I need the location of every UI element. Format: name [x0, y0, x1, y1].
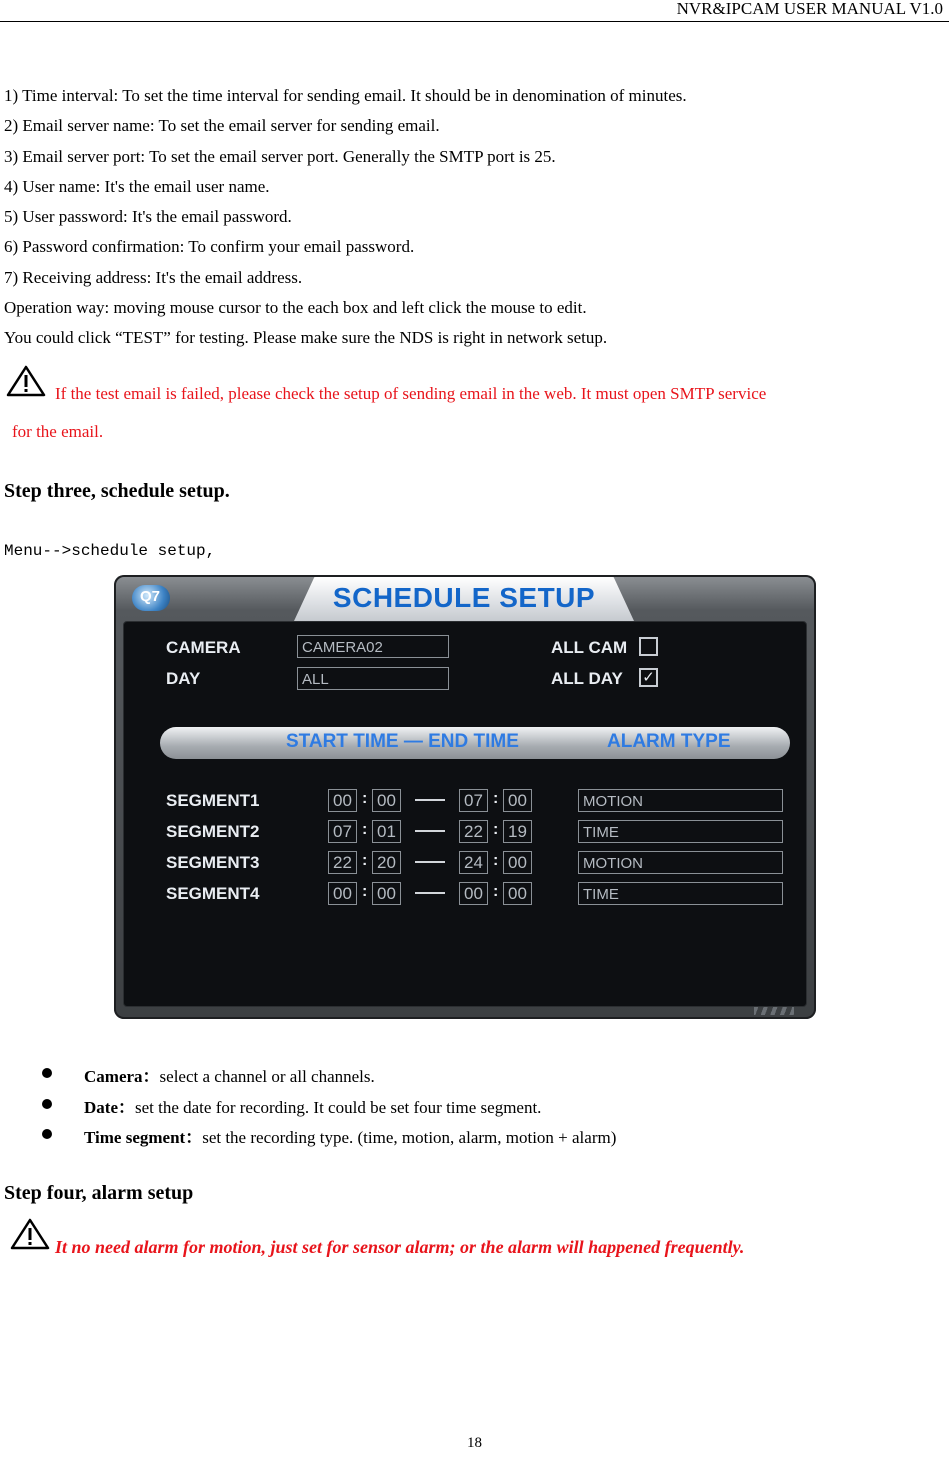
bullet-desc: set the date for recording. It could be set four time segment.	[134, 1098, 542, 1117]
time-separator	[415, 799, 445, 801]
end-minute-input[interactable]: 00	[503, 851, 532, 874]
segment-label: SEGMENT3	[166, 853, 260, 872]
time-separator	[415, 892, 445, 894]
bullet-desc: set the recording type. (time, motion, alarm, motion + alarm)	[202, 1128, 617, 1147]
segment-label: SEGMENT1	[166, 791, 260, 810]
step-four-heading: Step four, alarm setup	[4, 1182, 194, 1204]
list-item: 4) User name: It's the email user name.	[4, 176, 270, 196]
list-item: 2) Email server name: To set the email server for sending email.	[4, 116, 440, 136]
list-item: 1) Time interval: To set the time interval for sending email. It should be in denomination of minutes.	[4, 86, 687, 105]
alarm-type-select[interactable]: MOTION	[578, 851, 783, 874]
time-colon: :	[362, 883, 368, 900]
page-header	[0, 0, 949, 22]
list-item: 6) Password confirmation: To confirm your email password.	[4, 237, 415, 257]
end-hour-input[interactable]: 00	[459, 882, 488, 905]
all-cam-checkbox[interactable]	[639, 637, 658, 656]
start-hour-input[interactable]: 00	[328, 789, 357, 812]
segment-label: SEGMENT2	[166, 822, 260, 841]
alarm-type-select[interactable]: TIME	[578, 820, 783, 843]
camera-label: CAMERA	[166, 638, 241, 657]
day-label: DAY	[166, 669, 201, 688]
end-hour-input[interactable]: 07	[459, 789, 488, 812]
end-hour-input[interactable]: 22	[459, 820, 488, 843]
time-colon: :	[493, 883, 499, 900]
start-end-time-header: START TIME — END TIME	[286, 731, 519, 752]
alarm-type-select[interactable]: TIME	[578, 882, 783, 905]
warning-text-line2: for the email.	[12, 422, 104, 441]
bullet-dot-icon	[42, 1129, 52, 1139]
list-item: 5) User password: It's the email password.	[4, 207, 292, 227]
operation-note: Operation way: moving mouse cursor to the each box and left click the mouse to edit.	[4, 298, 587, 318]
list-item: 3) Email server port: To set the email server port. Generally the SMTP port is 25.	[4, 146, 556, 166]
alarm-type-header: ALARM TYPE	[607, 731, 731, 752]
manual-title: NVR&IPCAM USER MANUAL V1.0	[676, 0, 943, 18]
segment-label: SEGMENT4	[166, 884, 260, 903]
page-number: 18	[467, 1435, 482, 1451]
start-minute-input[interactable]: 00	[372, 882, 401, 905]
time-colon: :	[362, 821, 368, 838]
camera-select[interactable]: CAMERA02	[297, 635, 449, 658]
start-minute-input[interactable]: 20	[372, 851, 401, 874]
alarm-warning-text: It no need alarm for motion, just set for sensor alarm; or the alarm will happened frequently.	[55, 1237, 745, 1257]
all-cam-label: ALL CAM	[551, 638, 628, 657]
resize-grip	[754, 1007, 794, 1015]
end-hour-input[interactable]: 24	[459, 851, 488, 874]
schedule-panel	[123, 621, 807, 1007]
start-minute-input[interactable]: 00	[372, 789, 401, 812]
time-colon: :	[493, 821, 499, 838]
start-hour-input[interactable]: 07	[328, 820, 357, 843]
bullet-term: Date：	[84, 1098, 135, 1117]
time-colon: :	[362, 852, 368, 869]
email-settings-list	[4, 84, 687, 357]
bullet-term: Time segment：	[84, 1128, 203, 1147]
warning-text-line1: If the test email is failed, please check the setup of sending email in the web. It must open SMTP service	[55, 384, 767, 403]
bullet-dot-icon	[42, 1068, 52, 1078]
bullet-term: Camera：	[84, 1067, 160, 1086]
time-separator	[415, 830, 445, 832]
all-day-label: ALL DAY	[551, 669, 623, 688]
end-minute-input[interactable]: 00	[503, 789, 532, 812]
all-day-checkbox[interactable]: ✓	[639, 668, 658, 687]
end-minute-input[interactable]: 19	[503, 820, 532, 843]
start-hour-input[interactable]: 22	[328, 851, 357, 874]
menu-path: Menu-->schedule setup,	[4, 542, 216, 560]
bullet-dot-icon	[42, 1099, 52, 1109]
time-colon: :	[493, 790, 499, 807]
end-minute-input[interactable]: 00	[503, 882, 532, 905]
schedule-title: SCHEDULE SETUP	[332, 582, 596, 613]
time-colon: :	[362, 790, 368, 807]
time-separator	[415, 861, 445, 863]
segment-header-bar	[160, 727, 790, 759]
warning-icon	[10, 1218, 50, 1250]
test-note: You could click “TEST” for testing. Please make sure the NDS is right in network setup.	[4, 328, 608, 348]
warning-icon	[6, 365, 46, 397]
schedule-setup-screenshot	[114, 575, 816, 1019]
app-logo-icon: Q7	[132, 585, 170, 611]
day-select[interactable]: ALL	[297, 667, 449, 690]
time-colon: :	[493, 852, 499, 869]
bullet-desc: select a channel or all channels.	[159, 1067, 375, 1086]
step-three-heading: Step three, schedule setup.	[4, 480, 230, 502]
alarm-type-select[interactable]: MOTION	[578, 789, 783, 812]
start-minute-input[interactable]: 01	[372, 820, 401, 843]
list-item: 7) Receiving address: It's the email address.	[4, 267, 303, 287]
start-hour-input[interactable]: 00	[328, 882, 357, 905]
